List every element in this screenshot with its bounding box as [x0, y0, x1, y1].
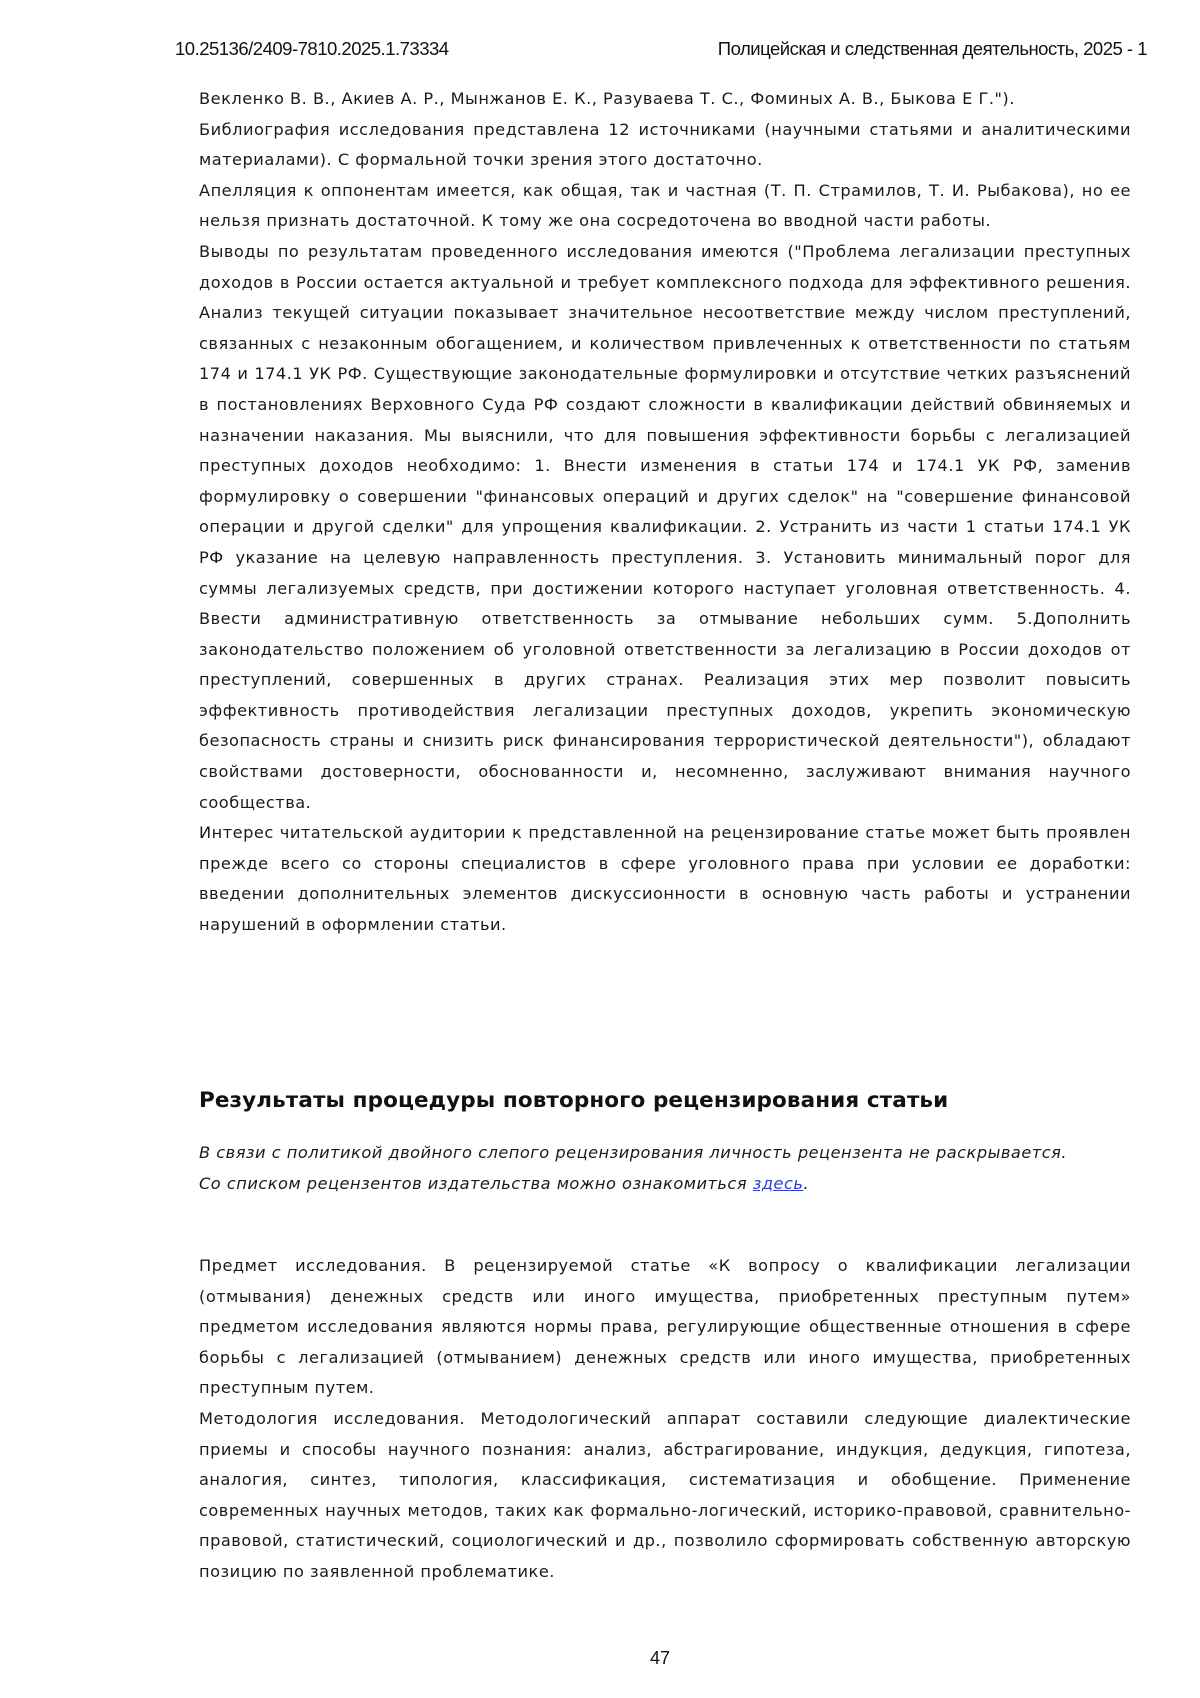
document-page	[0, 0, 1200, 1698]
notice-anonymity: В связи с политикой двойного слепого рецензирования личность рецензента не раскрывается.	[199, 1138, 1131, 1169]
paragraph-research-subject: Предмет исследования. В рецензируемой статье «К вопросу о квалификации легализации (отмывания) денежных средств или иного имущества, приобретенных преступным путем» предметом исследования являются нормы права, регулирующие общественные отношения в сфере борьбы с легализацией (отмыванием) денежных средств или иного имущества, приобретенных преступным путем.	[199, 1251, 1131, 1404]
notice-reviewers-text: Со списком рецензентов издательства можно ознакомиться	[199, 1174, 753, 1193]
notice-reviewers-list	[199, 1169, 1131, 1200]
paragraph-appeal-to-opponents: Апелляция к оппонентам имеется, как общая, так и частная (Т. П. Страмилов, Т. И. Рыбакова), но ее нельзя признать достаточной. К тому же она сосредоточена во вводной части работы.	[199, 176, 1131, 237]
paragraph-reader-interest: Интерес читательской аудитории к представленной на рецензирование статье может быть проявлен прежде всего со стороны специалистов в сфере уголовного права при условии ее доработки: введении дополнительных элементов дискуссионности в основную часть работы и устранении нарушений в оформлении статьи.	[199, 818, 1131, 940]
paragraph-bibliography: Библиография исследования представлена 12 источниками (научными статьями и аналитическими материалами). С формальной точки зрения этого достаточно.	[199, 115, 1131, 176]
page-number: 47	[0, 1648, 1200, 1669]
header-journal-title: Полицейская и следственная деятельность, 2025 - 1	[718, 38, 1147, 60]
section-heading: Результаты процедуры повторного рецензирования статьи	[199, 1088, 948, 1113]
header-doi: 10.25136/2409-7810.2025.1.73334	[175, 38, 449, 60]
review-body-continued	[199, 84, 1131, 941]
notice-reviewers-end: .	[803, 1174, 809, 1193]
repeat-review-body	[199, 1251, 1131, 1588]
paragraph-conclusions: Выводы по результатам проведенного исследования имеются ("Проблема легализации преступных доходов в России остается актуальной и требует комплексного подхода для эффективного решения. Анализ текущей ситуации показывает значительное несоответствие между числом преступлений, связанных с незаконным обогащением, и количеством привлеченных к ответственности по статьям 174 и 174.1 УК РФ. Существующие законодательные формулировки и отсутствие четких разъяснений в постановлениях Верховного Суда РФ создают сложности в квалификации действий обвиняемых и назначении наказания. Мы выяснили, что для повышения эффективности борьбы с легализацией преступных доходов необходимо: 1. Внести изменения в статьи 174 и 174.1 УК РФ, заменив формулировку о совершении "финансовых операций и других сделок" на "совершение финансовой операции и другой сделки" для упрощения квалификации. 2. Устранить из части 1 статьи 174.1 УК РФ указание на целевую направленность преступления. 3. Установить минимальный порог для суммы легализуемых средств, при достижении которого наступает уголовная ответственность. 4. Ввести административную ответственность за отмывание небольших сумм. 5.Дополнить законодательство положением об уголовной ответственности за легализацию в России доходов от преступлений, совершенных в других странах. Реализация этих мер позволит повысить эффективность противодействия легализации преступных доходов, укрепить экономическую безопасность страны и снизить риск финансирования террористической деятельности"), обладают свойствами достоверности, обоснованности и, несомненно, заслуживают внимания научного сообщества.	[199, 237, 1131, 818]
reviewers-list-link[interactable]: здесь	[753, 1174, 804, 1193]
reviewer-anonymity-notice	[199, 1138, 1131, 1199]
paragraph-authors-continued: Векленко В. В., Акиев А. Р., Мынжанов Е. К., Разуваева Т. С., Фоминых А. В., Быкова Е Г.").	[199, 84, 1131, 115]
paragraph-research-methodology: Методология исследования. Методологический аппарат составили следующие диалектические приемы и способы научного познания: анализ, абстрагирование, индукция, дедукция, гипотеза, аналогия, синтез, типология, классификация, систематизация и обобщение. Применение современных научных методов, таких как формально-логический, историко-правовой, сравнительно-правовой, статистический, социологический и др., позволило сформировать собственную авторскую позицию по заявленной проблематике.	[199, 1404, 1131, 1588]
